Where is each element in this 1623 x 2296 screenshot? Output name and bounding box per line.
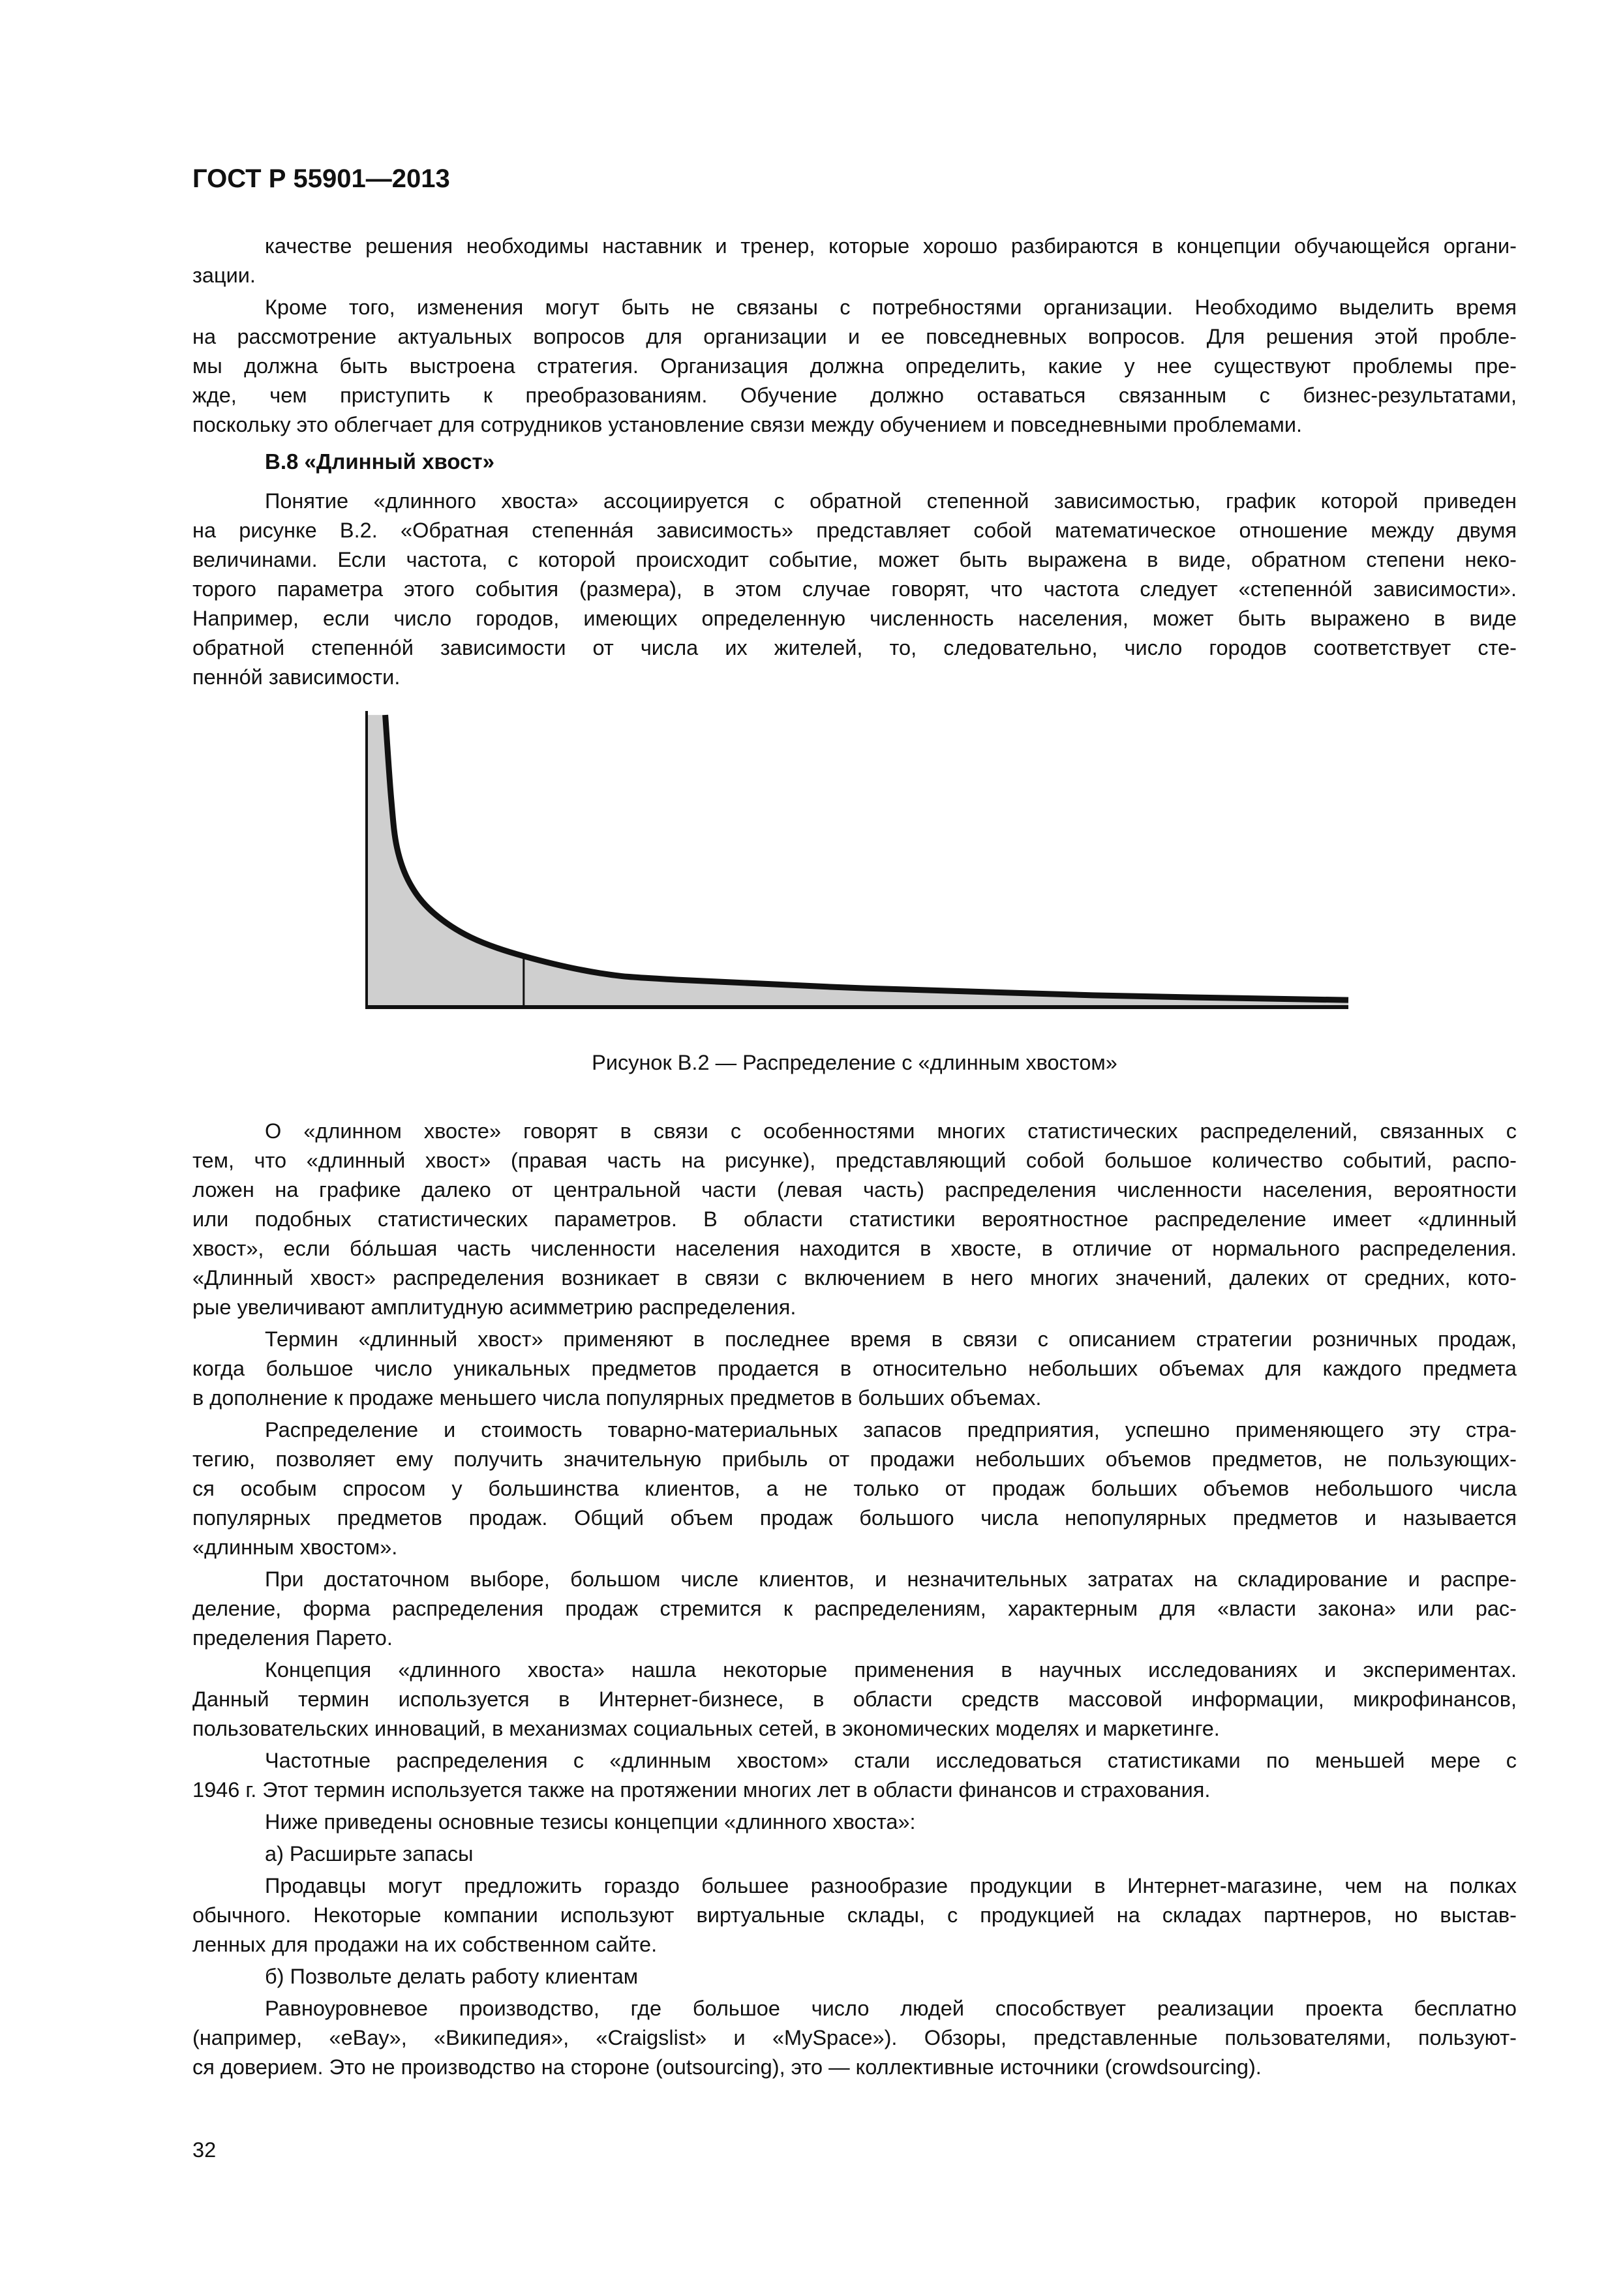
distribution-curve	[386, 715, 1348, 1000]
text-line: 1946 г. Этот термин используется также на протяжении многих лет в области финансов и страхования.	[192, 1778, 1211, 1802]
text-line: хвост», если бо́льшая часть численности населения находится в хвосте, в отличие от нормального распределения.	[192, 1237, 1517, 1260]
section-1	[192, 232, 1517, 440]
text-line: При достаточном выборе, большом числе клиентов, и незначительных затратах на складирование и распре-	[265, 1567, 1517, 1591]
text-line: тегию, позволяет ему получить значительную прибыль от продажи небольших объемов предметов, не пользующих-	[192, 1447, 1517, 1471]
text-line: рые увеличивают амплитудную асимметрию распределения.	[192, 1295, 796, 1319]
text-line: (например, «eBay», «Википедия», «Craigslist» и «MySpace»). Обзоры, представленные пользователями, пользуют-	[192, 2026, 1517, 2049]
text-line: пенно́й зависимости.	[192, 665, 401, 689]
text-line: Понятие «длинного хвоста» ассоциируется с обратной степенной зависимостью, график которой приведен	[265, 489, 1517, 513]
text-line: б) Позвольте делать работу клиентам	[265, 1965, 639, 1988]
paragraph	[192, 1746, 1517, 1805]
paragraph	[192, 1871, 1517, 1959]
text-line: Частотные распределения с «длинным хвостом» стали исследоваться статистиками по меньшей мере с	[265, 1749, 1517, 1772]
paragraph	[192, 1839, 1517, 1869]
paragraph	[192, 1807, 1517, 1837]
text-line: Равноуровневое производство, где большое число людей способствует реализации проекта бесплатно	[265, 1997, 1517, 2020]
section-3	[192, 1117, 1517, 2082]
document-header: ГОСТ Р 55901—2013	[192, 164, 450, 193]
section-2	[192, 487, 1517, 692]
text-line: ложен на графике далеко от центральной части (левая часть) распределения численности населения, вероятности	[192, 1178, 1517, 1201]
text-line: тем, что «длинный хвост» (правая часть на рисунке), представляющий собой большое количество событий, распо-	[192, 1149, 1517, 1172]
text-line: зации.	[192, 264, 256, 287]
paragraph	[192, 1117, 1517, 1322]
text-line: О «длинном хвосте» говорят в связи с особенностями многих статистических распределений, связанных с	[265, 1119, 1517, 1143]
paragraph	[192, 487, 1517, 692]
text-line: обратной степенно́й зависимости от числа их жителей, то, следовательно, число городов соответствует сте-	[192, 636, 1517, 659]
text-line: Термин «длинный хвост» применяют в последнее время в связи с описанием стратегии розничных продаж,	[265, 1327, 1517, 1351]
text-line: на рассмотрение актуальных вопросов для организации и ее повседневных вопросов. Для решения этой пробле-	[192, 325, 1517, 348]
text-line: поскольку это облегчает для сотрудников установление связи между обучением и повседневными проблемами.	[192, 413, 1302, 436]
text-line: а) Расширьте запасы	[265, 1842, 474, 1865]
text-line: величинами. Если частота, с которой происходит событие, может быть выражена в виде, обратном степени неко-	[192, 548, 1517, 571]
text-line: в дополнение к продаже меньшего числа популярных предметов в больших объемах.	[192, 1386, 1042, 1410]
paragraph	[192, 1962, 1517, 1991]
text-line: Ниже приведены основные тезисы концепции «длинного хвоста»:	[265, 1810, 916, 1834]
text-line: качестве решения необходимы наставник и тренер, которые хорошо разбираются в концепции обучающейся органи-	[265, 234, 1517, 258]
paragraph	[192, 293, 1517, 440]
paragraph	[192, 1415, 1517, 1562]
page-number: 32	[192, 2138, 217, 2162]
text-line: Концепция «длинного хвоста» нашла некоторые применения в научных исследованиях и экспериментах.	[265, 1658, 1517, 1682]
text-line: «Длинный хвост» распределения возникает в связи с включением в него многих значений, далеких от средних, кото-	[192, 1266, 1517, 1290]
area-fill	[367, 715, 1348, 1007]
text-line: ся особым спросом у большинства клиентов, а не только от продаж больших объемов небольшого числа	[192, 1477, 1517, 1500]
text-line: Продавцы могут предложить гораздо большее разнообразие продукции в Интернет-магазине, чем на полках	[265, 1874, 1517, 1897]
text-line: популярных предметов продаж. Общий объем продаж большого числа непопулярных предметов и называется	[192, 1506, 1517, 1530]
text-line: мы должна быть выстроена стратегия. Организация должна определить, какие у нее существуют проблемы пре-	[192, 354, 1517, 378]
paragraph	[192, 1994, 1517, 2082]
text-line: пользовательских инноваций, в механизмах социальных сетей, в экономических моделях и маркетинге.	[192, 1717, 1220, 1740]
paragraph	[192, 1655, 1517, 1744]
paragraph	[192, 232, 1517, 290]
paragraph	[192, 1325, 1517, 1413]
text-line: Распределение и стоимость товарно-материальных запасов предприятия, успешно применяющего эту стра-	[265, 1418, 1517, 1442]
text-line: на рисунке В.2. «Обратная степенна́я зависимость» представляет собой математическое отношение между двумя	[192, 519, 1517, 542]
text-line: Например, если число городов, имеющих определенную численность населения, может быть выражено в виде	[192, 607, 1517, 630]
text-line: ся доверием. Это не производство на стороне (outsourcing), это — коллективные источники (crowdsourcing).	[192, 2055, 1262, 2079]
text-line: ленных для продажи на их собственном сайте.	[192, 1933, 658, 1956]
text-line: когда большое число уникальных предметов продается в относительно небольших объемах для каждого предмета	[192, 1357, 1517, 1380]
text-line: Кроме того, изменения могут быть не связаны с потребностями организации. Необходимо выделить время	[265, 295, 1517, 319]
figure-caption: Рисунок В.2 — Распределение с «длинным хвостом»	[592, 1051, 1117, 1074]
text-line: или подобных статистических параметров. В области статистики вероятностное распределение имеет «длинный	[192, 1207, 1517, 1231]
paragraph	[192, 1565, 1517, 1653]
text-line: жде, чем приступить к преобразованиям. Обучение должно оставаться связанным с бизнес-результатами,	[192, 384, 1517, 407]
text-line: торого параметра этого события (размера), в этом случае говорят, что частота следует «степенно́й зависимости».	[192, 577, 1517, 601]
text-line: Данный термин используется в Интернет-бизнесе, в области средств массовой информации, микрофинансов,	[192, 1687, 1517, 1711]
section-heading: В.8 «Длинный хвост»	[265, 449, 494, 474]
text-line: деление, форма распределения продаж стремится к распределениям, характерным для «власти закона» или рас-	[192, 1597, 1517, 1620]
text-line: «длинным хвостом».	[192, 1535, 398, 1559]
long-tail-chart	[352, 704, 1357, 1018]
text-line: обычного. Некоторые компании используют виртуальные склады, с продукцией на складах партнеров, но выстав-	[192, 1903, 1517, 1927]
text-line: пределения Парето.	[192, 1626, 393, 1650]
